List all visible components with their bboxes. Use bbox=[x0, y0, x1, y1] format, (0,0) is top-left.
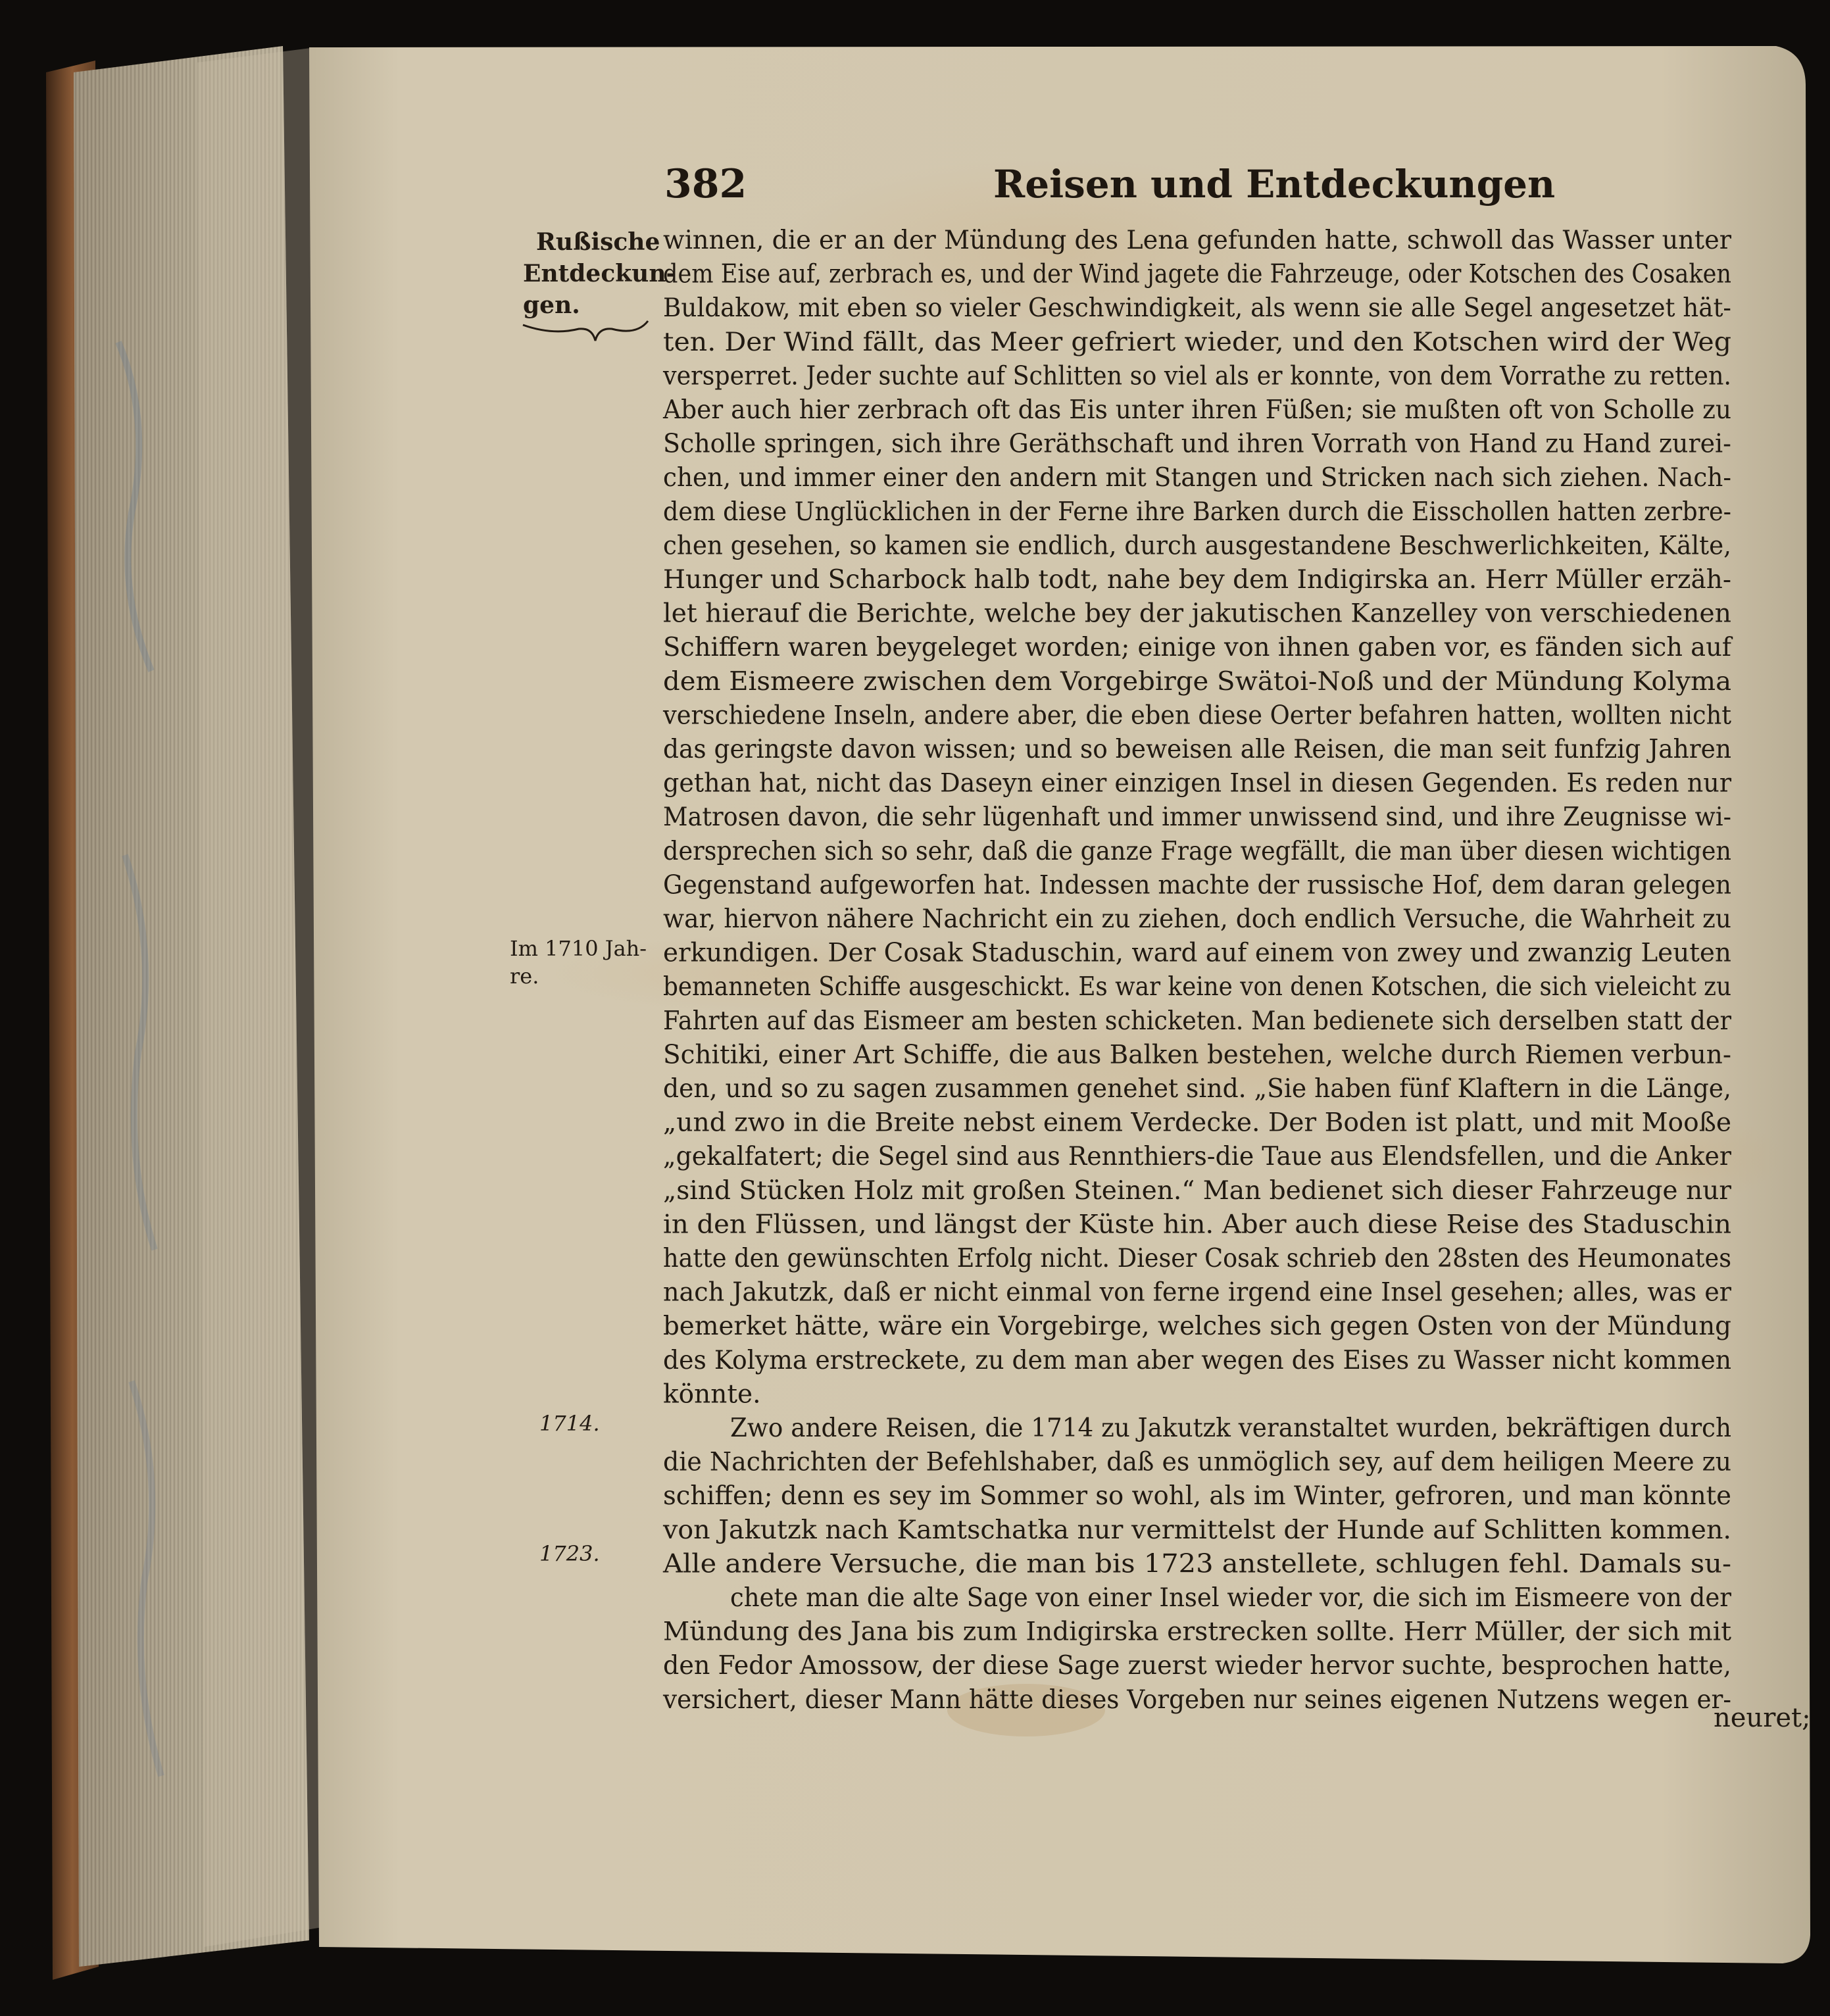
body-line: hatte den gewünschten Erfolg nicht. Dieser Cosak schrieb den 28sten des Heumonates bbox=[663, 1244, 1731, 1273]
body-line: war, hiervon nähere Nachricht ein zu ziehen, doch endlich Versuche, die Wahrheit zu bbox=[663, 904, 1731, 934]
body-line: Schitiki, einer Art Schiffe, die aus Balken bestehen, welche durch Riemen verbun- bbox=[663, 1040, 1731, 1070]
body-line: gethan hat, nicht das Daseyn einer einzigen Insel in diesen Gegenden. Es reden nur bbox=[663, 768, 1732, 799]
page-edges bbox=[74, 46, 322, 1967]
body-line: let hierauf die Berichte, welche bey der jakutischen Kanzelley von verschiedenen bbox=[663, 599, 1731, 629]
body-line: Scholle springen, sich ihre Geräthschaft und ihren Vorrath von Hand zu Hand zurei- bbox=[663, 429, 1731, 459]
body-line: das geringste davon wissen; und so beweisen alle Reisen, die man seit funfzig Jahren bbox=[663, 735, 1731, 764]
margin-year-1710-line-2: re. bbox=[510, 964, 539, 989]
body-line: „gekalfatert; die Segel sind aus Rennthiers-die Taue aus Elendsfellen, und die Anker bbox=[663, 1142, 1732, 1172]
body-line: von Jakutzk nach Kamtschatka nur vermittelst der Hunde auf Schlitten kommen. bbox=[662, 1515, 1731, 1545]
margin-year-1723: 1723. bbox=[539, 1541, 600, 1566]
body-line: Mündung des Jana bis zum Indigirska erstrecken sollte. Herr Müller, der sich mit bbox=[663, 1617, 1732, 1647]
body-line: Buldakow, mit eben so vieler Geschwindigkeit, als wenn sie alle Segel angesetzet hät- bbox=[663, 293, 1731, 324]
body-line: verschiedene Inseln, andere aber, die eben diese Oerter befahren hatten, wollten nicht bbox=[662, 701, 1732, 731]
body-line: Fahrten auf das Eismeer am besten schicketen. Man bedienete sich derselben statt der bbox=[663, 1006, 1732, 1036]
body-line: die Nachrichten der Befehlshaber, daß es unmöglich sey, auf dem heiligen Meere zu bbox=[663, 1447, 1731, 1477]
margin-year-1714: 1714. bbox=[539, 1411, 600, 1436]
body-line: könnte. bbox=[663, 1379, 761, 1410]
running-title: Reisen und Entdeckungen bbox=[993, 162, 1556, 207]
body-line: Gegenstand aufgeworfen hat. Indessen machte der russische Hof, dem daran gelegen bbox=[663, 870, 1731, 900]
body-line: in den Flüssen, und längst der Küste hin. Aber auch diese Reise des Staduschin bbox=[663, 1210, 1731, 1240]
body-line: Schiffern waren beygeleget worden; einige von ihnen gaben vor, es fänden sich auf bbox=[663, 633, 1733, 663]
body-line: bemerket hätte, wäre ein Vorgebirge, welches sich gegen Osten von der Mündung bbox=[663, 1312, 1731, 1342]
catchword: neuret; bbox=[1714, 1703, 1811, 1733]
body-line: dem diese Unglücklichen in der Ferne ihre Barken durch die Eisschollen hatten zerbre- bbox=[663, 497, 1731, 527]
body-line: den, und so zu sagen zusammen genehet sind. „Sie haben fünf Klaftern in die Länge, bbox=[663, 1074, 1731, 1104]
body-line: dem Eismeere zwischen dem Vorgebirge Swätoi-Noß und der Mündung Kolyma bbox=[663, 666, 1731, 697]
margin-year-1710-line-1: Im 1710 Jah- bbox=[510, 936, 647, 961]
body-line: „sind Stücken Holz mit großen Steinen.“ Man bedienet sich dieser Fahrzeuge nur bbox=[663, 1175, 1732, 1206]
body-line: chen gesehen, so kamen sie endlich, durch ausgestandene Beschwerlichkeiten, Kälte, bbox=[663, 531, 1731, 561]
body-line: versichert, dieser Mann hätte dieses Vorgeben nur seines eigenen Nutzens wegen er- bbox=[662, 1684, 1731, 1715]
body-line: dem Eise auf, zerbrach es, und der Wind jagete die Fahrzeuge, oder Kotschen des Cosaken bbox=[663, 259, 1731, 289]
body-line: Alle andere Versuche, die man bis 1723 anstellete, schlugen fehl. Damals su- bbox=[662, 1549, 1731, 1579]
body-line: chen, und immer einer den andern mit Stangen und Stricken nach sich ziehen. Nach- bbox=[663, 463, 1731, 493]
body-line: bemanneten Schiffe ausgeschickt. Es war keine von denen Kotschen, die sich vieleicht zu bbox=[663, 972, 1731, 1002]
body-line: winnen, die er an der Mündung des Lena gefunden hatte, schwoll das Wasser unter bbox=[663, 226, 1732, 255]
margin-title-line-3: gen. bbox=[523, 291, 580, 319]
body-line: ten. Der Wind fällt, das Meer gefriert wieder, und den Kotschen wird der Weg bbox=[663, 327, 1731, 357]
margin-title-line-1: Rußische bbox=[536, 228, 660, 256]
margin-title-line-2: Entdeckun- bbox=[523, 260, 676, 287]
page-number: 382 bbox=[664, 161, 747, 207]
body-line: dersprechen sich so sehr, daß die ganze Frage wegfällt, die man über diesen wichtigen bbox=[663, 836, 1731, 866]
body-line: des Kolyma erstreckete, zu dem man aber wegen des Eises zu Wasser nicht kommen bbox=[663, 1345, 1731, 1375]
body-line: Aber auch hier zerbrach oft das Eis unter ihren Füßen; sie mußten oft von Scholle zu bbox=[662, 395, 1731, 425]
body-line: erkundigen. Der Cosak Staduschin, ward auf einem von zwey und zwanzig Leuten bbox=[663, 938, 1731, 968]
body-line: Zwo andere Reisen, die 1714 zu Jakutzk veranstaltet wurden, bekräftigen durch bbox=[730, 1414, 1731, 1443]
body-line: den Fedor Amossow, der diese Sage zuerst wieder hervor suchte, besprochen hatte, bbox=[663, 1651, 1731, 1681]
body-line: Matrosen davon, die sehr lügenhaft und immer unwissend sind, und ihre Zeugnisse wi- bbox=[663, 802, 1731, 833]
body-line: chete man die alte Sage von einer Insel wieder vor, die sich im Eismeere von der bbox=[730, 1583, 1732, 1613]
body-line: schiffen; denn es sey im Sommer so wohl, als im Winter, gefroren, und man könnte bbox=[663, 1481, 1731, 1512]
body-line: versperret. Jeder suchte auf Schlitten so viel als er konnte, von dem Vorrathe zu retten. bbox=[662, 361, 1731, 391]
body-line: „und zwo in die Breite nebst einem Verdecke. Der Boden ist platt, und mit Mooße bbox=[663, 1108, 1731, 1138]
body-line: Hunger und Scharbock halb todt, nahe bey dem Indigirska an. Herr Müller erzäh- bbox=[663, 565, 1731, 595]
body-line: nach Jakutzk, daß er nicht einmal von ferne irgend eine Insel gesehen; alles, was er bbox=[663, 1277, 1732, 1308]
